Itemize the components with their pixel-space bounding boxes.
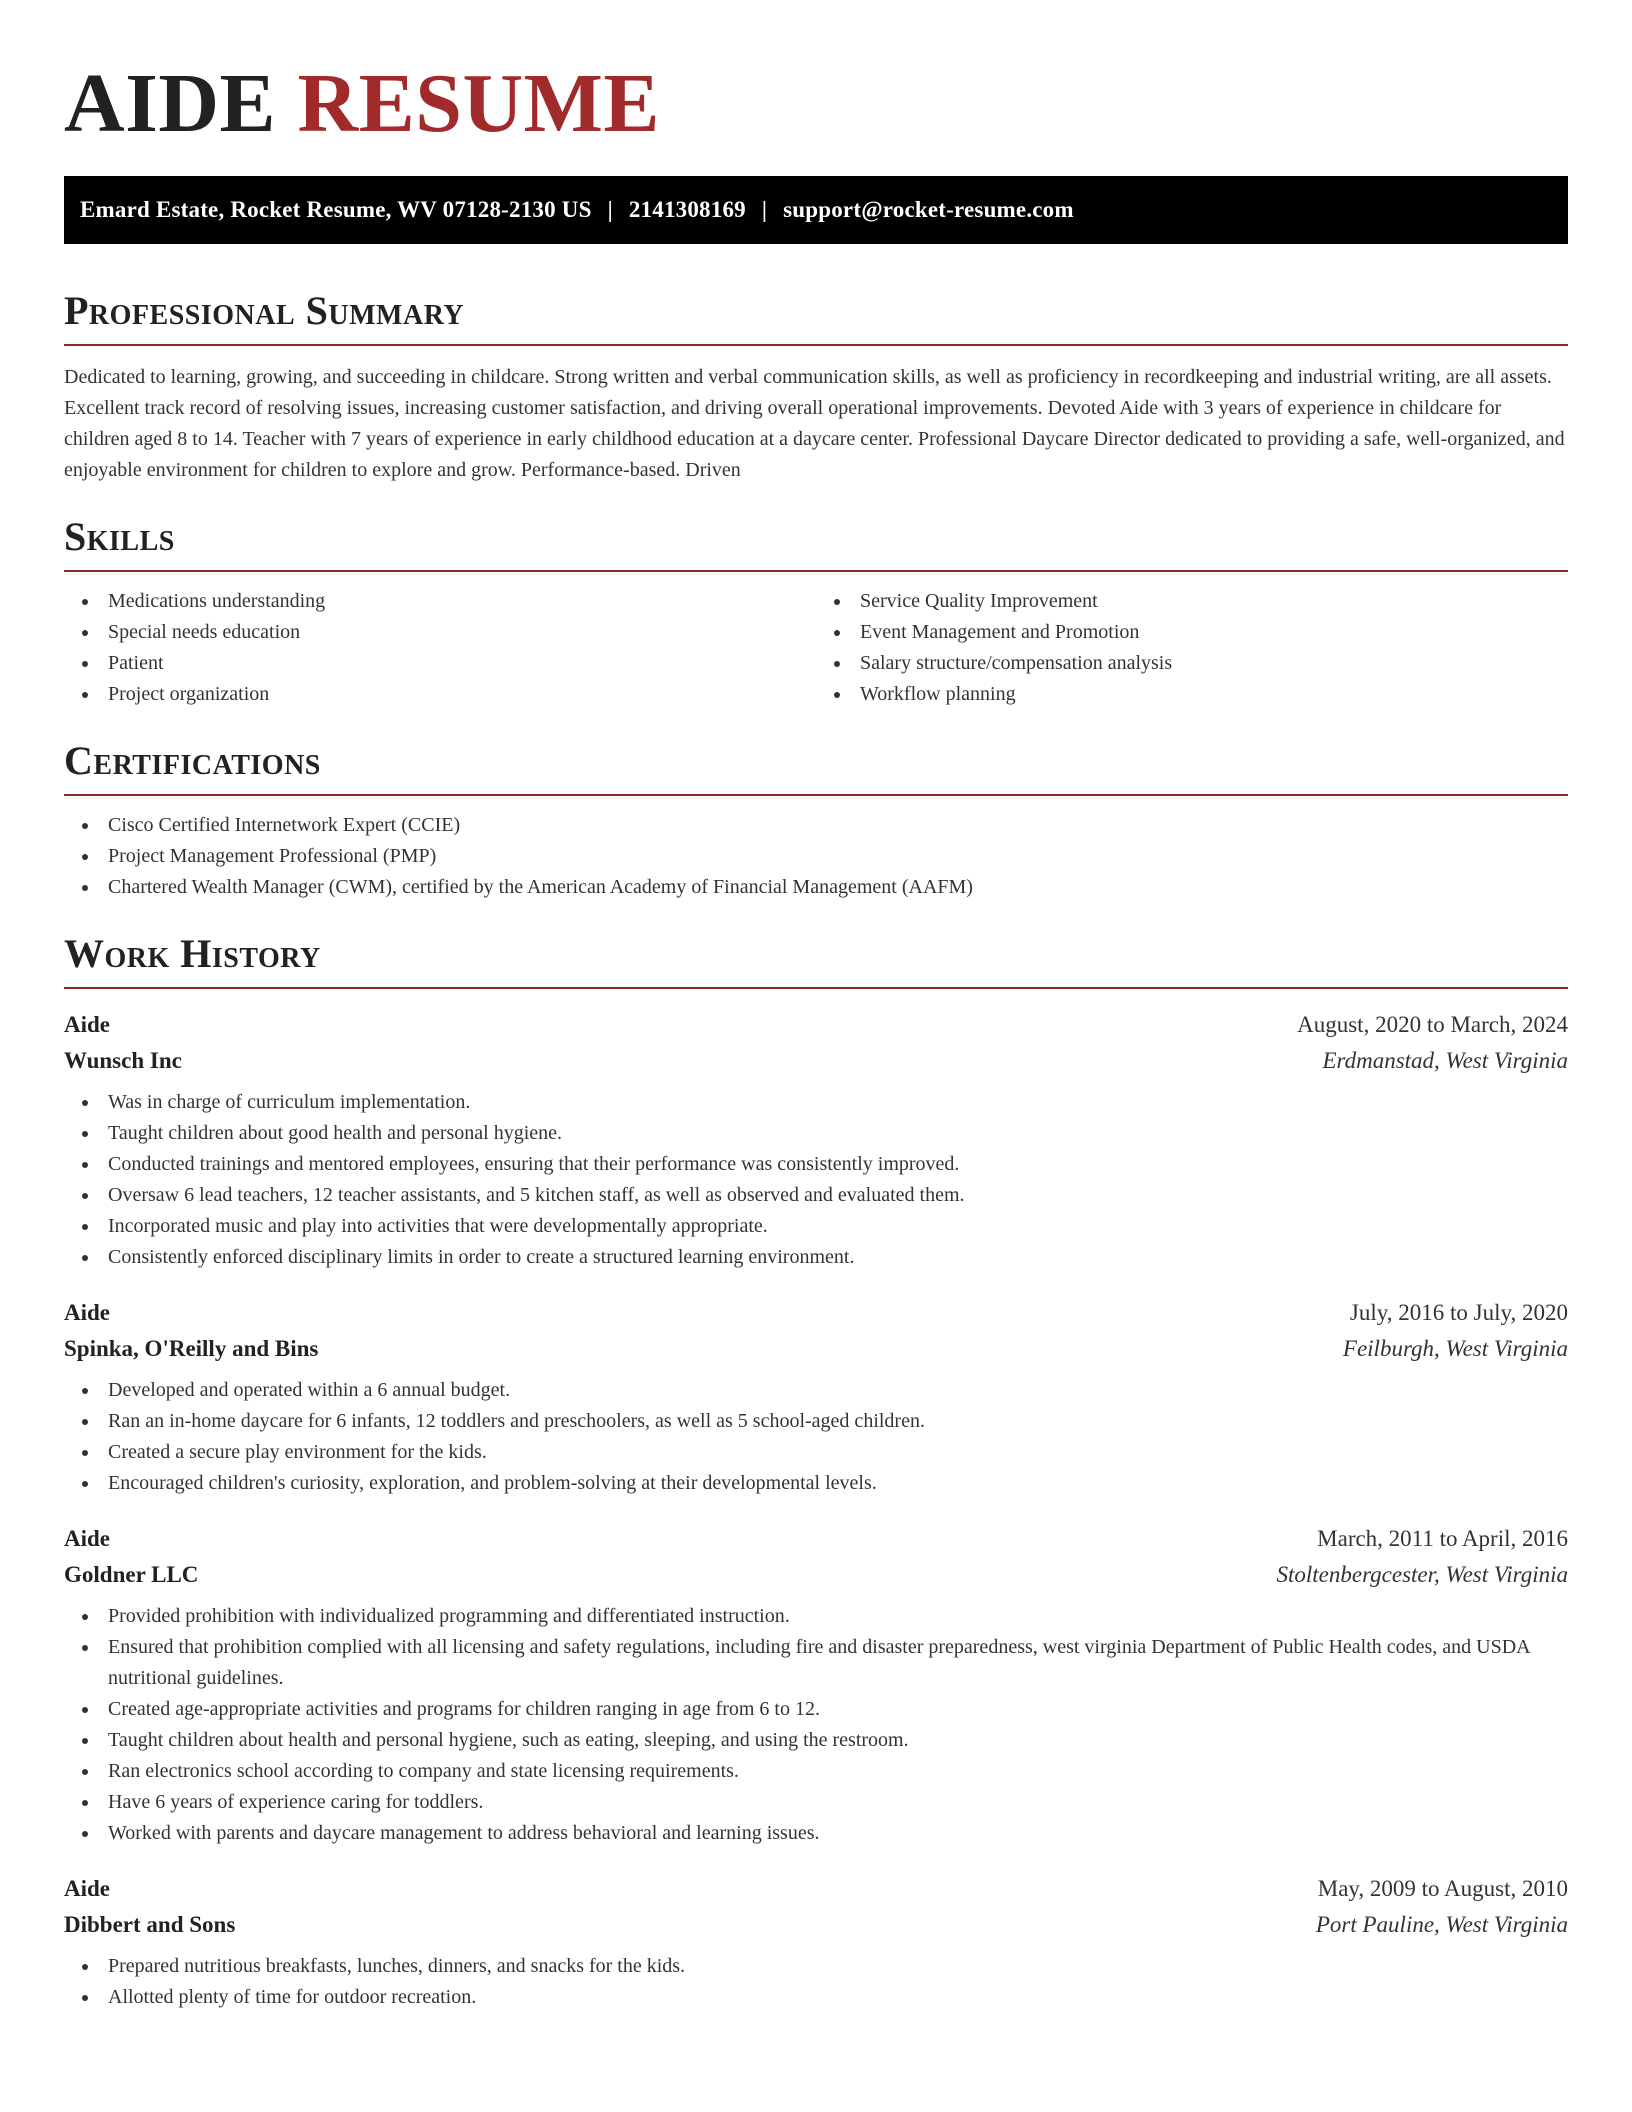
skill-item: Workflow planning xyxy=(860,679,1568,710)
job-bullets xyxy=(64,1087,1568,1273)
job-bullet: Prepared nutritious breakfasts, lunches, dinners, and snacks for the kids. xyxy=(108,1951,1568,1982)
skill-item: Patient xyxy=(108,648,816,679)
skill-item: Service Quality Improvement xyxy=(860,586,1568,617)
summary-section xyxy=(64,288,1568,486)
job-bullet: Consistently enforced disciplinary limits in order to create a structured learning environment. xyxy=(108,1242,1568,1273)
contact-phone: 2141308169 xyxy=(628,197,746,222)
certification-item: Chartered Wealth Manager (CWM), certified by the American Academy of Financial Management (AAFM) xyxy=(108,872,1568,903)
job-title: Aide xyxy=(64,1012,110,1037)
job-company-row xyxy=(64,1557,1568,1593)
job-company: Spinka, O'Reilly and Bins xyxy=(64,1336,319,1361)
job-bullet: Ran an in-home daycare for 6 infants, 12 toddlers and preschoolers, as well as 5 school-aged children. xyxy=(108,1406,1568,1437)
job-entry xyxy=(64,1871,1568,2013)
job-entry xyxy=(64,1007,1568,1273)
job-dates: July, 2016 to July, 2020 xyxy=(1349,1300,1568,1325)
job-bullets xyxy=(64,1375,1568,1499)
job-bullet: Allotted plenty of time for outdoor recreation. xyxy=(108,1982,1568,2013)
job-company: Wunsch Inc xyxy=(64,1048,182,1073)
job-entry xyxy=(64,1521,1568,1849)
skill-item: Special needs education xyxy=(108,617,816,648)
job-company-row xyxy=(64,1907,1568,1943)
job-bullets xyxy=(64,1951,1568,2013)
skill-item: Salary structure/compensation analysis xyxy=(860,648,1568,679)
certification-item: Cisco Certified Internetwork Expert (CCIE) xyxy=(108,810,1568,841)
job-bullets xyxy=(64,1601,1568,1849)
skill-item: Medications understanding xyxy=(108,586,816,617)
job-bullet: Worked with parents and daycare management to address behavioral and learning issues. xyxy=(108,1818,1568,1849)
job-bullet: Encouraged children's curiosity, exploration, and problem-solving at their developmental levels. xyxy=(108,1468,1568,1499)
job-entry xyxy=(64,1295,1568,1499)
contact-bar xyxy=(64,176,1568,244)
job-bullet: Was in charge of curriculum implementation. xyxy=(108,1087,1568,1118)
job-title: Aide xyxy=(64,1526,110,1551)
contact-separator: | xyxy=(607,197,613,222)
job-bullet: Ran electronics school according to company and state licensing requirements. xyxy=(108,1756,1568,1787)
job-company: Dibbert and Sons xyxy=(64,1912,236,1937)
job-bullet: Conducted trainings and mentored employees, ensuring that their performance was consistently improved. xyxy=(108,1149,1568,1180)
job-dates: March, 2011 to April, 2016 xyxy=(1317,1526,1568,1551)
job-location: Erdmanstad, West Virginia xyxy=(1322,1048,1568,1073)
skill-item: Project organization xyxy=(108,679,816,710)
job-bullet: Taught children about good health and personal hygiene. xyxy=(108,1118,1568,1149)
certifications-section xyxy=(64,738,1568,903)
contact-email[interactable]: support@rocket-resume.com xyxy=(783,197,1074,222)
job-bullet: Have 6 years of experience caring for toddlers. xyxy=(108,1787,1568,1818)
job-bullet: Developed and operated within a 6 annual budget. xyxy=(108,1375,1568,1406)
summary-heading: Professional Summary xyxy=(64,288,1568,346)
summary-text: Dedicated to learning, growing, and succeeding in childcare. Strong written and verbal communication skills, as well as proficiency in recordkeeping and industrial writing, are all assets. Excellent track record of resolving issues, increasing customer satisfaction, and driving overall operational improvements. Devoted Aide with 3 years of experience in childcare for children aged 8 to 14. Teacher with 7 years of experience in early childhood education at a daycare center. Professional Daycare Director dedicated to providing a safe, well-organized, and enjoyable environment for children to explore and grow. Performance-based. Driven xyxy=(64,366,1565,481)
job-title: Aide xyxy=(64,1876,110,1901)
job-company-row xyxy=(64,1043,1568,1079)
certifications-list xyxy=(64,810,1568,903)
job-location: Feilburgh, West Virginia xyxy=(1342,1336,1568,1361)
job-bullet: Ensured that prohibition complied with all licensing and safety regulations, including fire and disaster preparedness, west virginia Department of Public Health codes, and USDA nutritional guidelines. xyxy=(108,1632,1568,1694)
job-dates: May, 2009 to August, 2010 xyxy=(1317,1876,1568,1901)
work-history-section xyxy=(64,931,1568,2013)
job-bullet: Created a secure play environment for the kids. xyxy=(108,1437,1568,1468)
skills-grid xyxy=(64,572,1568,710)
certification-item: Project Management Professional (PMP) xyxy=(108,841,1568,872)
resume-title xyxy=(64,0,1568,152)
resume-page xyxy=(64,0,1568,2013)
skills-list-left xyxy=(64,586,816,710)
work-history-heading: Work History xyxy=(64,931,1568,989)
job-header-row xyxy=(64,1521,1568,1557)
skills-section xyxy=(64,514,1568,710)
job-bullet: Oversaw 6 lead teachers, 12 teacher assistants, and 5 kitchen staff, as well as observed and evaluated them. xyxy=(108,1180,1568,1211)
title-second-word: RESUME xyxy=(297,57,660,150)
job-company-row xyxy=(64,1331,1568,1367)
job-bullet: Provided prohibition with individualized programming and differentiated instruction. xyxy=(108,1601,1568,1632)
job-bullet: Taught children about health and personal hygiene, such as eating, sleeping, and using the restroom. xyxy=(108,1725,1568,1756)
job-bullet: Incorporated music and play into activities that were developmentally appropriate. xyxy=(108,1211,1568,1242)
certifications-heading: Certifications xyxy=(64,738,1568,796)
job-title: Aide xyxy=(64,1300,110,1325)
job-location: Stoltenbergcester, West Virginia xyxy=(1276,1562,1568,1587)
job-company: Goldner LLC xyxy=(64,1562,199,1587)
contact-separator: | xyxy=(761,197,768,222)
job-header-row xyxy=(64,1007,1568,1043)
skills-heading: Skills xyxy=(64,514,1568,572)
title-first-word: AIDE xyxy=(64,57,277,150)
job-header-row xyxy=(64,1295,1568,1331)
skills-list-right xyxy=(816,586,1568,710)
job-dates: August, 2020 to March, 2024 xyxy=(1297,1012,1568,1037)
job-header-row xyxy=(64,1871,1568,1907)
job-location: Port Pauline, West Virginia xyxy=(1315,1912,1568,1937)
skill-item: Event Management and Promotion xyxy=(860,617,1568,648)
job-bullet: Created age-appropriate activities and programs for children ranging in age from 6 to 12. xyxy=(108,1694,1568,1725)
contact-address: Emard Estate, Rocket Resume, WV 07128-2130 US xyxy=(80,197,592,222)
